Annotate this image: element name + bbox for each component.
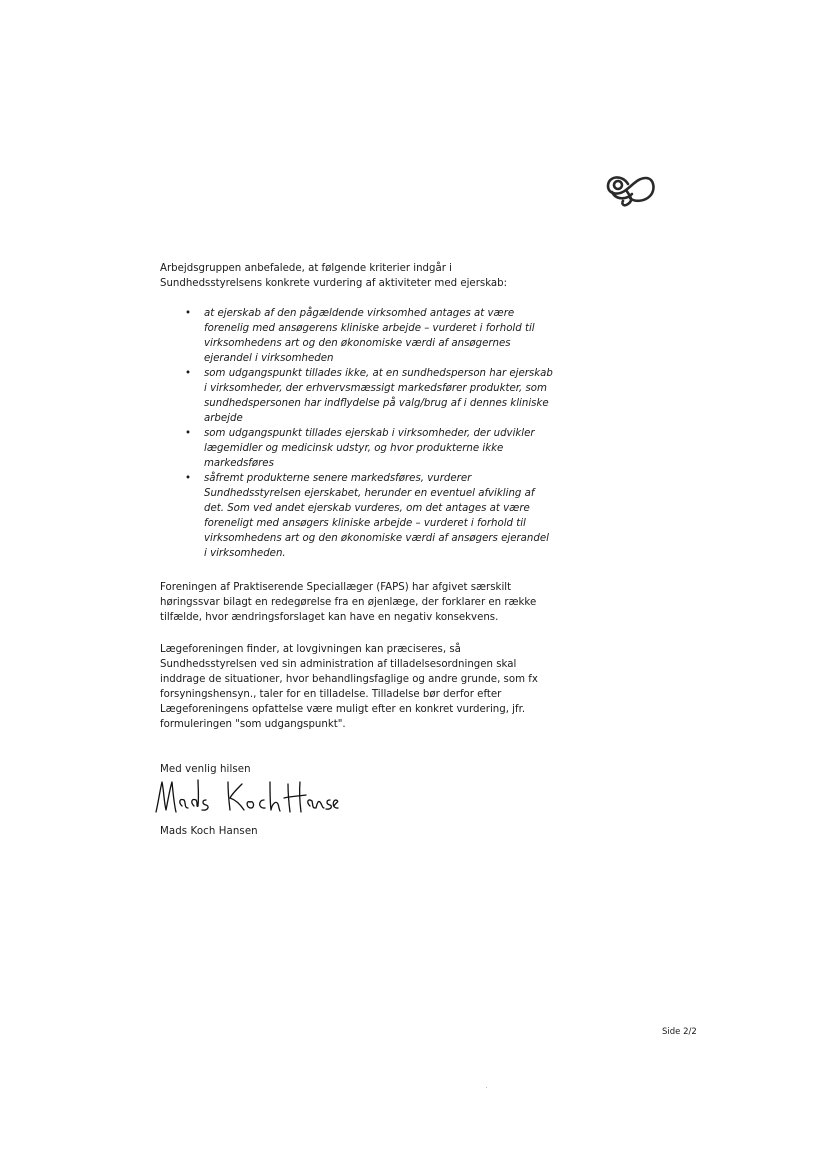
criteria-item bbox=[185, 471, 553, 561]
closing-salutation: Med venlig hilsen bbox=[160, 764, 251, 775]
paragraph-line: inddrage de situationer, hvor behandlingsfaglige og andre grunde, som fx bbox=[160, 674, 538, 685]
criteria-line: virksomhedens art og den økonomiske værdi af ansøgers ejerandel bbox=[204, 533, 549, 544]
criteria-line: ejerandel i virksomheden bbox=[204, 353, 334, 364]
faps-paragraph bbox=[160, 580, 580, 625]
paragraph-line: forsyningshensyn., taler for en tilladelse. Tilladelse bør derfor efter bbox=[160, 689, 502, 700]
paragraph-line: Sundhedsstyrelsen ved sin administration af tilladelsesordningen skal bbox=[160, 659, 517, 670]
criteria-item bbox=[185, 426, 553, 471]
paragraph-line: Lægeforeningen finder, at lovgivningen kan præciseres, så bbox=[160, 644, 461, 655]
criteria-line: sundhedspersonen har indflydelse på valg/brug af i dennes kliniske bbox=[204, 398, 549, 409]
criteria-line: som udgangspunkt tillades ikke, at en sundhedsperson har ejerskab bbox=[204, 368, 553, 379]
paragraph-line: tilfælde, hvor ændringsforslaget kan have en negativ konsekvens. bbox=[160, 612, 499, 623]
paragraph-line: Lægeforeningens opfattelse være muligt efter en konkret vurdering, jfr. bbox=[160, 704, 526, 715]
criteria-line: markedsføres bbox=[204, 458, 274, 469]
criteria-line: virksomhedens art og den økonomiske værdi af ansøgernes bbox=[204, 338, 511, 349]
bullet-symbol: • bbox=[185, 308, 192, 319]
intro-line: Arbejdsgruppen anbefalede, at følgende kriterier indgår i bbox=[160, 263, 452, 274]
criteria-line: forenelig med ansøgerens kliniske arbejde – vurderet i forhold til bbox=[204, 323, 535, 334]
criteria-line: det. Som ved andet ejerskab vurderes, om det antages at være bbox=[204, 503, 530, 514]
laegeforeningen-paragraph bbox=[160, 642, 580, 732]
criteria-line: i virksomheden. bbox=[204, 548, 286, 559]
bullet-symbol: • bbox=[185, 368, 192, 379]
criteria-line: såfremt produkterne senere markedsføres, vurderer bbox=[204, 473, 472, 484]
criteria-line: i virksomheder, der erhvervsmæssigt markedsfører produkter, som bbox=[204, 383, 547, 394]
page-number: Side 2/2 bbox=[662, 1027, 697, 1037]
intro-paragraph bbox=[160, 261, 580, 291]
criteria-item bbox=[185, 306, 553, 366]
bullet-symbol: • bbox=[185, 473, 192, 484]
criteria-line: arbejde bbox=[204, 413, 243, 424]
criteria-line: lægemidler og medicinsk udstyr, og hvor produkterne ikke bbox=[204, 443, 504, 454]
criteria-line: som udgangspunkt tillades ejerskab i virksomheder, der udvikler bbox=[204, 428, 535, 439]
intro-line: Sundhedsstyrelsens konkrete vurdering af aktiviteter med ejerskab: bbox=[160, 278, 508, 289]
bullet-symbol: • bbox=[185, 428, 192, 439]
paragraph-line: høringssvar bilagt en redegørelse fra en øjenlæge, der forklarer en række bbox=[160, 597, 537, 608]
criteria-line: foreneligt med ansøgers kliniske arbejde – vurderet i forhold til bbox=[204, 518, 526, 529]
criteria-line: Sundhedsstyrelsen ejerskabet, herunder en eventuel afvikling af bbox=[204, 488, 535, 499]
criteria-line: at ejerskab af den pågældende virksomhed antages at være bbox=[204, 308, 515, 319]
signer-name: Mads Koch Hansen bbox=[160, 826, 258, 837]
serpent-logo-icon bbox=[604, 170, 656, 210]
handwritten-signature bbox=[152, 776, 342, 822]
criteria-item bbox=[185, 366, 553, 426]
paragraph-line: Foreningen af Praktiserende Speciallæger (FAPS) har afgivet særskilt bbox=[160, 582, 512, 593]
paragraph-line: formuleringen "som udgangspunkt". bbox=[160, 719, 346, 730]
criteria-list bbox=[185, 306, 553, 561]
scan-speck bbox=[486, 1087, 487, 1088]
